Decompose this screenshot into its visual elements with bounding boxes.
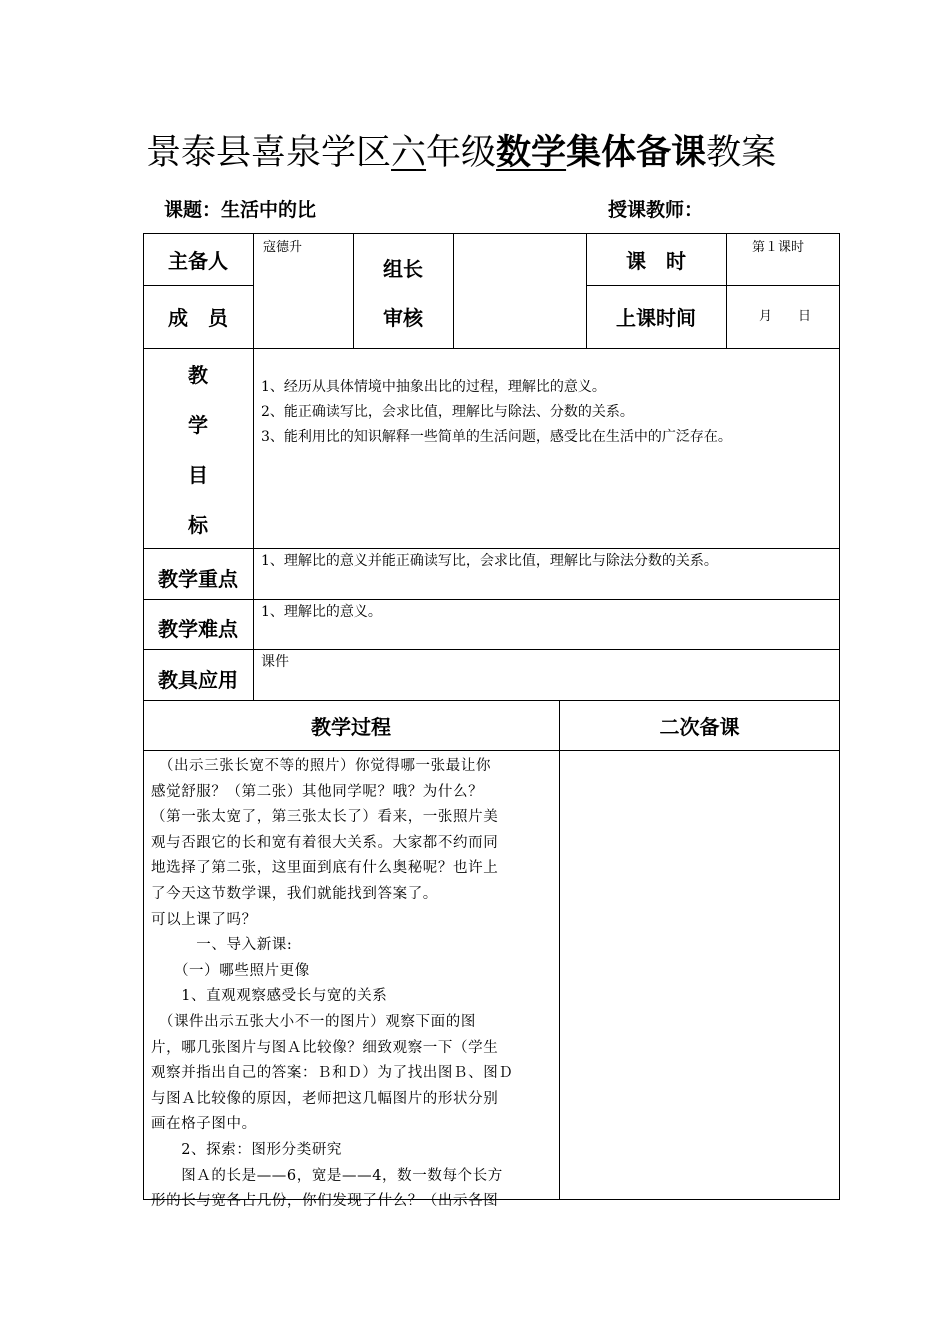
process-line: （第一张太宽了，第三张太长了）看来，一张照片美 bbox=[151, 809, 499, 826]
objectives-list bbox=[261, 375, 732, 450]
second-prep-header: 二次备课 bbox=[659, 714, 740, 739]
difficulty-label: 教学难点 bbox=[158, 617, 238, 641]
period-value: 第１课时 bbox=[752, 240, 805, 255]
subject-underlined: 数学 bbox=[496, 133, 567, 173]
lead-value: 寇德升 bbox=[263, 240, 303, 255]
rule bbox=[253, 233, 254, 700]
process-line: （课件出示五张大小不一的图片）观察下面的图 bbox=[151, 1013, 476, 1030]
key-point-text: 1、理解比的意义并能正确读写比，会求比值，理解比与除法分数的关系。 bbox=[261, 553, 718, 569]
objective-item: 2、能正确读写比，会求比值，理解比与除法、分数的关系。 bbox=[261, 404, 634, 420]
process-line: 感觉舒服？（第二张）其他同学呢？哦？为什么？ bbox=[151, 783, 484, 800]
objective-item: 1、经历从具体情境中抽象出比的过程，理解比的意义。 bbox=[261, 379, 606, 395]
tools-text: 课件 bbox=[261, 654, 289, 670]
process-line: （一）哪些照片更像 bbox=[151, 962, 310, 979]
process-line: 图Ａ的长是——6，宽是——4，数一数每个长方 bbox=[151, 1167, 503, 1184]
rule bbox=[143, 348, 840, 349]
process-line: 地选择了第二张，这里面到底有什么奥秘呢？也许上 bbox=[151, 860, 499, 877]
objectives-label: 教 学 目 标 bbox=[188, 363, 208, 537]
grade-underlined: 六 bbox=[391, 133, 427, 173]
rule bbox=[143, 649, 840, 650]
process-line: 画在格子图中。 bbox=[151, 1116, 257, 1133]
process-line: 了今天这节数学课，我们就能找到答案了。 bbox=[151, 885, 438, 902]
rule bbox=[453, 233, 454, 348]
members-label: 成 员 bbox=[168, 306, 228, 330]
process-line: 观与否跟它的长和宽有着很大关系。大家都不约而同 bbox=[151, 834, 499, 851]
period-label: 课 时 bbox=[626, 248, 686, 273]
process-line: 片，哪几张图片与图Ａ比较像？细致观察一下（学生 bbox=[151, 1039, 499, 1056]
key-point-label: 教学重点 bbox=[158, 566, 238, 591]
rule bbox=[143, 599, 840, 600]
process-line: 形的长与宽各占几份，你们发现了什么？（出示各图 bbox=[151, 1193, 499, 1210]
lead-label: 主备人 bbox=[168, 248, 228, 273]
teacher-label: 授课教师： bbox=[608, 199, 704, 221]
date-label: 上课时间 bbox=[616, 306, 696, 330]
date-value: 月 日 bbox=[759, 309, 812, 324]
process-body bbox=[151, 754, 557, 1210]
document-title: 景泰县喜泉学区六年级数学集体备课教案 bbox=[146, 133, 777, 173]
process-header: 教学过程 bbox=[311, 714, 391, 739]
process-line: 2、探索：图形分类研究 bbox=[151, 1141, 343, 1158]
process-line: 观察并指出自己的答案：Ｂ和Ｄ）为了找出图Ｂ、图Ｄ bbox=[151, 1065, 514, 1082]
leader-label: 组长 bbox=[383, 256, 423, 281]
tools-label: 教具应用 bbox=[158, 667, 238, 692]
process-line: 与图Ａ比较像的原因，老师把这几幅图片的形状分别 bbox=[151, 1090, 499, 1107]
review-label: 审核 bbox=[383, 305, 423, 330]
rule bbox=[726, 233, 727, 348]
process-line: （出示三张长宽不等的照片）你觉得哪一张最让你 bbox=[151, 758, 492, 774]
difficulty-text: 1、理解比的意义。 bbox=[261, 604, 382, 620]
process-line: 可以上课了吗？ bbox=[151, 911, 257, 928]
process-line: 一、导入新课: bbox=[151, 937, 293, 954]
process-line: 1、直观观察感受长与宽的关系 bbox=[151, 988, 388, 1005]
objective-item: 3、能利用比的知识解释一些简单的生活问题，感受比在生活中的广泛存在。 bbox=[261, 429, 732, 445]
topic-label: 课题：生活中的比 bbox=[164, 199, 317, 221]
lesson-plan-table bbox=[143, 233, 840, 1210]
rule bbox=[143, 750, 840, 751]
rule bbox=[559, 700, 560, 1200]
